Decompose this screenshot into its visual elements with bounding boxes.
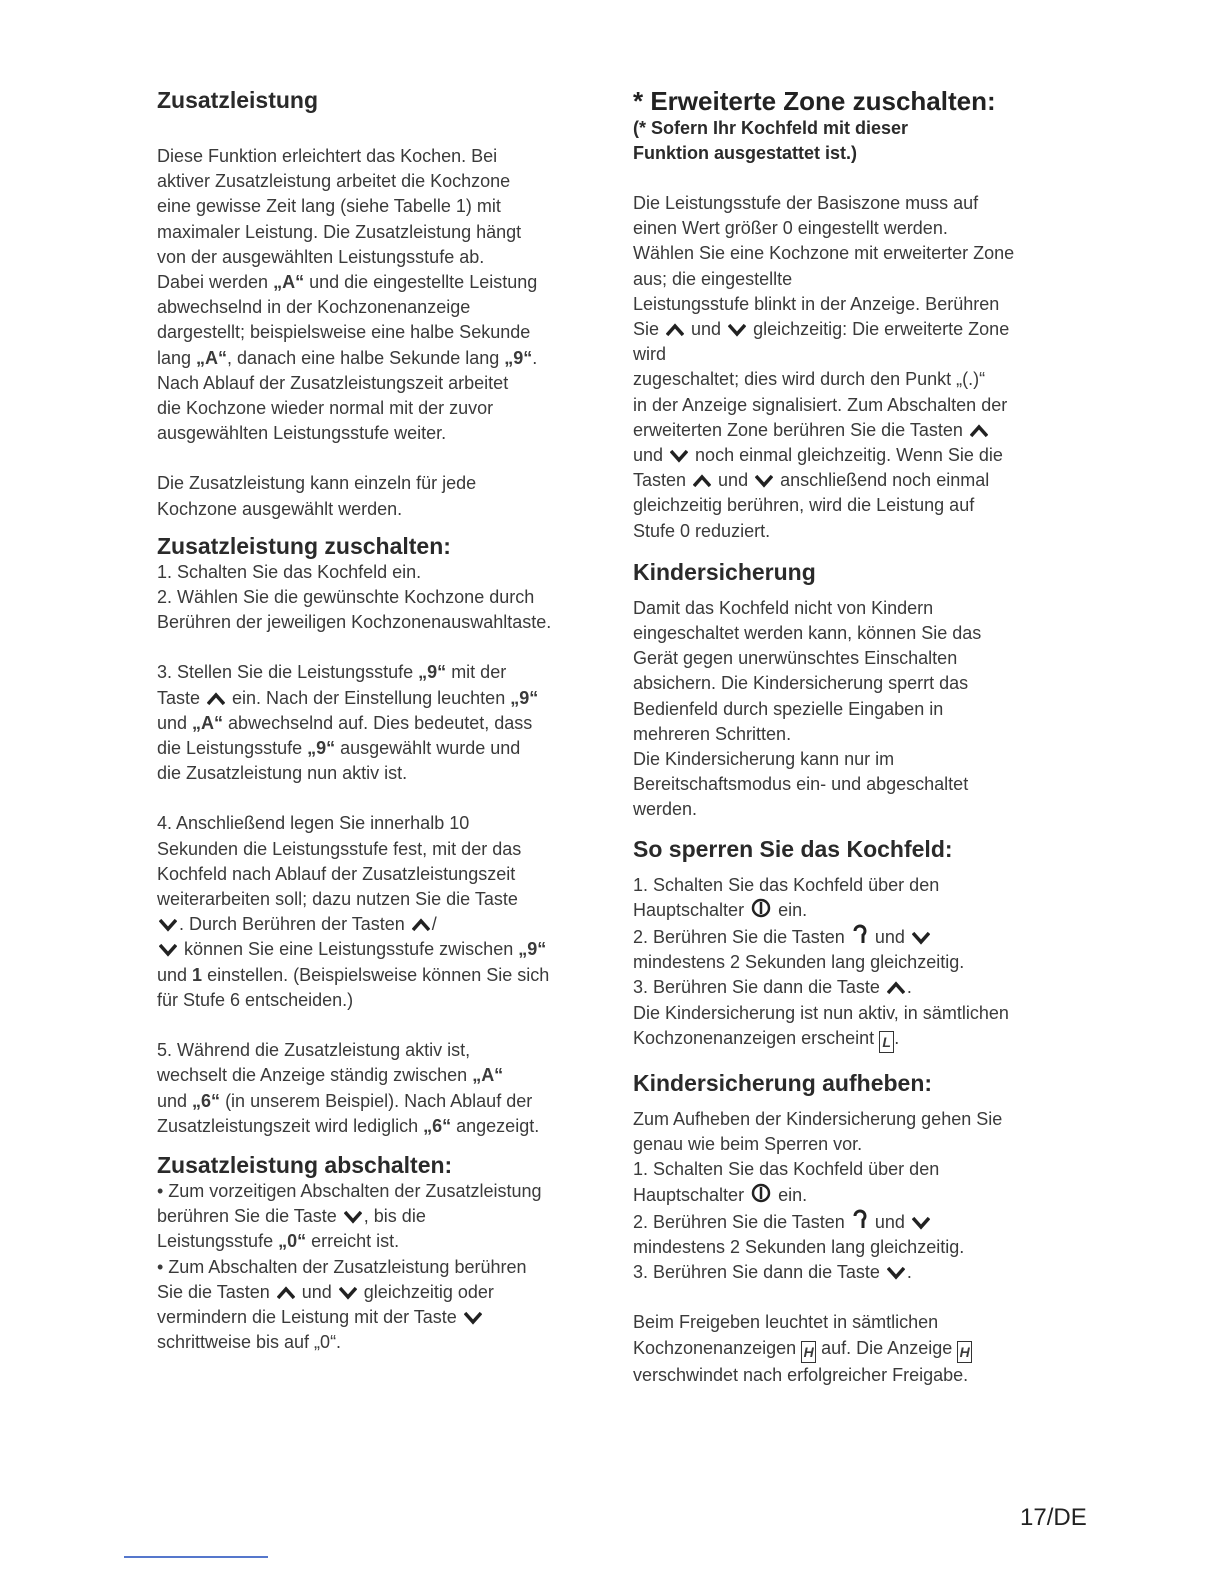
- display-H-symbol: H: [801, 1341, 816, 1363]
- down-arrow-icon: [159, 918, 177, 932]
- down-arrow-icon: [887, 1266, 905, 1280]
- step-4: 4. Anschließend legen Sie innerhalb 10 Sekunden die Leistungsstufe fest, mit der das Kochfeld nach Ablauf der Zusatzleistungszeit weiterarbeiten soll; dazu nutzen Sie die Taste . Durch Berühren der Tasten / können Sie eine Leistungsstufe zwischen „9“ und 1 einstellen. (Beispielsweise können Sie sich für Stufe 6 entscheiden.): [157, 813, 550, 1010]
- footer-rule: [124, 1556, 268, 1558]
- key-lock-icon: [852, 923, 868, 945]
- step-5: 5. Während die Zusatzleistung aktiv ist, wechselt die Anzeige ständig zwischen „A“ und „6“ (in unserem Beispiel). Nach Ablauf der Zusatzleistungszeit wird lediglich „6“ angezeigt.: [157, 1040, 540, 1136]
- down-arrow-icon: [159, 943, 177, 957]
- step-1: 1. Schalten Sie das Kochfeld ein.: [157, 561, 422, 582]
- bullet-1: • Zum vorzeitigen Abschalten der Zusatzleistung berühren Sie die Taste , bis die Leistungsstufe „0“ erreicht ist.: [157, 1180, 542, 1252]
- page-number: 17/DE: [1020, 1504, 1087, 1531]
- up-arrow-icon: [970, 424, 988, 438]
- display-H-symbol: H: [957, 1341, 972, 1363]
- heading-aufheben: Kindersicherung aufheben:: [633, 1069, 933, 1096]
- step-2: 2. Wählen Sie die gewünschte Kochzone durch Berühren der jeweiligen Kochzonenauswahltaste.: [157, 587, 552, 633]
- down-arrow-icon: [728, 323, 746, 337]
- up-arrow-icon: [412, 918, 430, 932]
- intro-paragraph: Diese Funktion erleichtert das Kochen. Bei aktiver Zusatzleistung arbeitet die Kochzone eine gewisse Zeit lang (siehe Tabelle 1) mit maximaler Leistung. Die Zusatzleistung hängt von der ausgewählten Leistungsstufe ab. Dabei werden „A“ und die eingestellte Leistung abwechselnd in der Kochzonenanzeige dargestellt; beispielsweise eine halbe Sekunde lang „A“, danach eine halbe Sekunde lang „9“. Nach Ablauf der Zusatzleistungszeit arbeitet die Kochzone wieder normal mit der zuvor ausgewählten Leistungsstufe weiter.: [157, 146, 538, 444]
- down-arrow-icon: [344, 1210, 362, 1224]
- feature-note: (* Sofern Ihr Kochfeld mit dieser Funktion ausgestattet ist.): [633, 118, 909, 163]
- right-column: [633, 86, 1083, 1388]
- down-arrow-icon: [339, 1286, 357, 1300]
- power-icon: [751, 898, 771, 918]
- down-arrow-icon: [670, 449, 688, 463]
- lock-steps: 1. Schalten Sie das Kochfeld über den Hauptschalter ein. 2. Berühren Sie die Tasten und mindestens 2 Sekunden lang gleichzeitig. 3. Berühren Sie dann die Taste . Die Kindersicherung ist nun aktiv, in sämtlichen Kochzonenanzeigen erscheint L .: [633, 873, 1083, 1053]
- heading-erweiterte-zone: * Erweiterte Zone zuschalten:: [633, 86, 996, 116]
- heading-kindersicherung: Kindersicherung: [633, 558, 816, 585]
- down-arrow-icon: [912, 1216, 930, 1230]
- heading-zusatzleistung: Zusatzleistung: [157, 87, 319, 113]
- up-arrow-icon: [207, 692, 225, 706]
- up-arrow-icon: [693, 474, 711, 488]
- unlock-steps: Zum Aufheben der Kindersicherung gehen Sie genau wie beim Sperren vor. 1. Schalten Sie das Kochfeld über den Hauptschalter ein. 2. Berühren Sie die Tasten und mindestens 2 Sekunden lang gleichzeitig. 3. Berühren Sie dann die Taste .: [633, 1108, 1003, 1283]
- release-paragraph: Beim Freigeben leuchtet in sämtlichen Kochzonenanzeigen H auf. Die Anzeige H verschwindet nach erfolgreicher Freigabe.: [633, 1310, 1083, 1387]
- power-icon: [751, 1183, 771, 1203]
- up-arrow-icon: [666, 323, 684, 337]
- step-3: 3. Stellen Sie die Leistungsstufe „9“ mit der Taste ein. Nach der Einstellung leuchten „9“ und „A“ abwechselnd auf. Dies bedeutet, dass die Leistungsstufe „9“ ausgewählt wurde und die Zusatzleistung nun aktiv ist.: [157, 662, 539, 784]
- up-arrow-icon: [277, 1286, 295, 1300]
- down-arrow-icon: [755, 474, 773, 488]
- extended-zone-paragraph: Die Leistungsstufe der Basiszone muss auf einen Wert größer 0 eingestellt werden. Wählen Sie eine Kochzone mit erweiterter Zone aus; die eingestellte Leistungsstufe blinkt in der Anzeige. Berühren Sie und gleichzeitig: Die erweiterte Zone wird zugeschaltet; dies wird durch den Punkt „(.)“ in der Anzeige signalisiert. Zum Abschalten der erweiterten Zone berühren Sie die Tasten und noch einmal gleichzeitig. Wenn Sie die Tasten und anschließend noch einmal gleichzeitig berühren, wird die Leistung auf Stufe 0 reduziert.: [633, 193, 1015, 541]
- left-column: [157, 86, 617, 1355]
- key-lock-icon: [852, 1208, 868, 1230]
- per-zone-paragraph: Die Zusatzleistung kann einzeln für jede Kochzone ausgewählt werden.: [157, 473, 477, 519]
- heading-zusatzleistung-abschalten: Zusatzleistung abschalten:: [157, 1151, 453, 1178]
- kindersicherung-paragraph: Damit das Kochfeld nicht von Kindern eingeschaltet werden kann, können Sie das Gerät gegen unerwünschtes Einschalten absichern. Die Kindersicherung sperrt das Bedienfeld durch spezielle Eingaben in mehreren Schritten. Die Kindersicherung kann nur im Bereitschaftsmodus ein- und abgeschaltet werden.: [633, 597, 982, 820]
- down-arrow-icon: [464, 1311, 482, 1325]
- up-arrow-icon: [887, 981, 905, 995]
- bullet-2: • Zum Abschalten der Zusatzleistung berühren Sie die Tasten und gleichzeitig oder vermindern die Leistung mit der Taste schrittweise bis auf „0“.: [157, 1256, 527, 1353]
- down-arrow-icon: [912, 931, 930, 945]
- heading-sperren: So sperren Sie das Kochfeld:: [633, 835, 953, 862]
- display-L-symbol: L: [879, 1031, 894, 1053]
- heading-zusatzleistung-zuschalten: Zusatzleistung zuschalten:: [157, 532, 451, 559]
